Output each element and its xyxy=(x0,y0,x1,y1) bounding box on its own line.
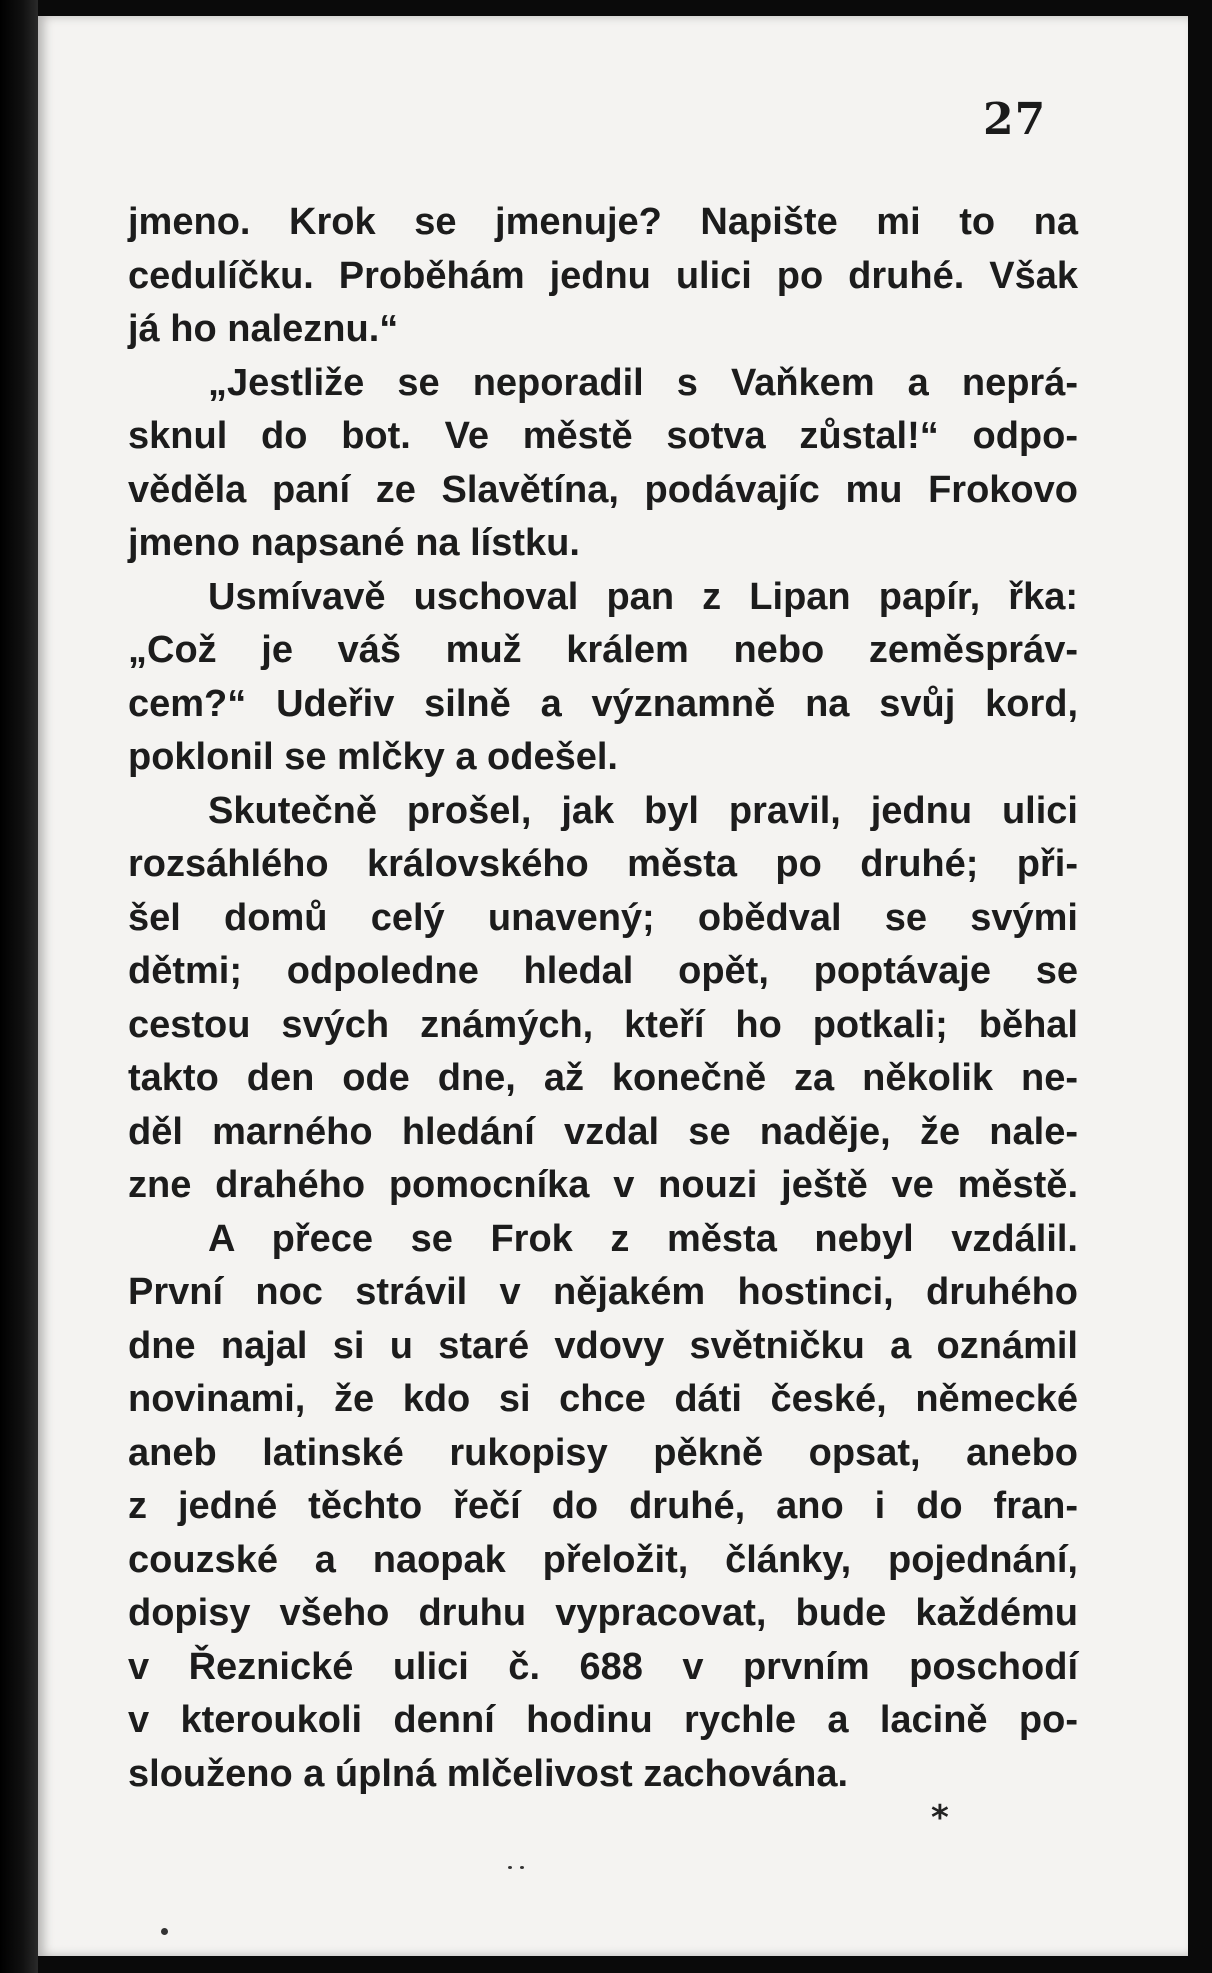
text-line: zne drahého pomocníka v nouzi ještě ve městě. xyxy=(128,1164,1078,1206)
text-line: věděla paní ze Slavětína, podávajíc mu Frokovo xyxy=(128,468,1078,511)
text-line: „Což je váš muž králem nebo zeměspráv- xyxy=(128,629,1078,671)
text-line: poklonil se mlčky a odešel. xyxy=(128,736,618,778)
text-line: Usmívavě uschoval pan z Lipan papír, řka: xyxy=(208,575,1078,618)
text-line: já ho naleznu.“ xyxy=(128,308,399,350)
text-line: A přece se Frok z města nebyl vzdálil. xyxy=(208,1217,1078,1260)
page-number: 27 xyxy=(983,94,1047,145)
print-speck xyxy=(161,1928,168,1935)
text-line: takto den ode dne, až konečně za několik ne- xyxy=(128,1057,1078,1099)
text-line: dopisy všeho druhu vypracovat, bude každému xyxy=(128,1592,1078,1634)
text-line: dětmi; odpoledne hledal opět, poptávaje se xyxy=(128,950,1078,992)
text-line: sknul do bot. Ve městě sotva zůstal!“ odpo- xyxy=(128,415,1078,457)
text-line: cem?“ Udeřiv silně a významně na svůj kord, xyxy=(128,682,1078,725)
binding-shadow xyxy=(0,0,38,1973)
text-line: První noc strávil v nějakém hostinci, druhého xyxy=(128,1271,1078,1313)
text-line: jmeno. Krok se jmenuje? Napište mi to na xyxy=(128,201,1078,243)
text-line: v Řeznické ulici č. 688 v prvním poschodí xyxy=(128,1645,1078,1688)
print-speck xyxy=(508,1866,512,1869)
text-line: couzské a naopak přeložit, články, pojednání, xyxy=(128,1538,1078,1581)
body-text xyxy=(128,196,1078,1801)
text-line: slouženo a úplná mlčelivost zachována. xyxy=(128,1752,849,1795)
print-speck xyxy=(520,1866,524,1869)
text-line: Skutečně prošel, jak byl pravil, jednu ulici xyxy=(208,789,1078,832)
text-line: jmeno napsané na lístku. xyxy=(128,522,580,564)
text-line: z jedné těchto řečí do druhé, ano i do fran- xyxy=(128,1485,1078,1527)
text-line: „Jestliže se neporadil s Vaňkem a neprá- xyxy=(208,361,1078,404)
book-page xyxy=(38,16,1188,1956)
text-line: cestou svých známých, kteří ho potkali; běhal xyxy=(128,1003,1078,1046)
end-mark: * xyxy=(931,1798,949,1838)
text-line: aneb latinské rukopisy pěkně opsat, anebo xyxy=(128,1431,1078,1474)
text-line: děl marného hledání vzdal se naděje, že nale- xyxy=(128,1110,1078,1153)
text-line: rozsáhlého královského města po druhé; při- xyxy=(128,843,1078,885)
text-line: v kteroukoli denní hodinu rychle a lacině po- xyxy=(128,1699,1078,1741)
text-line: novinami, že kdo si chce dáti české, německé xyxy=(128,1378,1078,1420)
text-line: šel domů celý unavený; obědval se svými xyxy=(128,896,1078,939)
text-line: cedulíčku. Proběhám jednu ulici po druhé. Však xyxy=(128,254,1078,297)
text-line: dne najal si u staré vdovy světničku a oznámil xyxy=(128,1324,1078,1367)
